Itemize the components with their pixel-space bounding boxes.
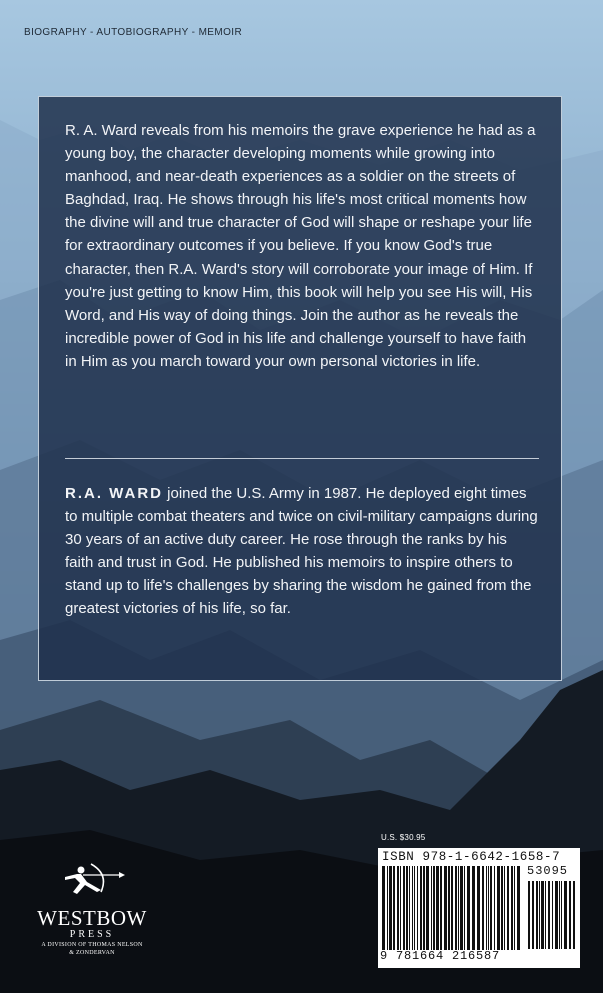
barcode-bar	[387, 866, 388, 950]
barcode-bar	[444, 866, 447, 950]
barcode	[378, 848, 580, 968]
barcode-bar	[423, 866, 425, 950]
barcode-bar	[477, 866, 480, 950]
barcode-bar	[460, 866, 463, 950]
barcode-bar	[420, 866, 422, 950]
barcode-bar	[433, 866, 435, 950]
book-blurb: R. A. Ward reveals from his memoirs the grave experience he had as a young boy, the character developing moments while growing into manhood, and near-death experiences as a soldier on the streets of Baghdad, Iraq. He shows through his life's most critical moments how the divine will and true character of God will shape or reshape your life for extraordinary outcomes if you believe. If you know God's true character, then R.A. Ward's story will corroborate your image of Him. If you're just getting to know Him, this book will help you see His will, His Word, and His way of doing things. Join the author as he reveals the incredible power of God in his life and challenge yourself to have faith in Him as you march toward your own personal victories in life.	[65, 122, 536, 370]
publisher-press: PRESS	[69, 929, 115, 940]
barcode-bar	[504, 866, 505, 950]
barcode-bar	[511, 866, 513, 950]
archer-logo-icon	[57, 860, 127, 900]
addon-code: 53095	[527, 864, 569, 878]
barcode-bar	[417, 866, 418, 950]
author-bio-text: joined the U.S. Army in 1987. He deployed eight times to multiple combat theaters and twice on civil-military campaigns during 30 years of an active duty career. He rose through the ranks by his faith and trust in God. He published his memoirs to inspire others to stand up to life's challenges by sharing the wisdom he gained from the greatest victories of his life, so far.	[65, 485, 538, 618]
barcode-bar	[403, 866, 405, 950]
barcode-bar	[569, 881, 571, 949]
barcode-bar	[393, 866, 395, 950]
price-label: U.S. $30.95	[381, 833, 426, 842]
barcode-bar	[494, 866, 495, 950]
barcode-bar	[451, 866, 453, 950]
barcode-bar	[448, 866, 450, 950]
barcode-bar	[467, 866, 470, 950]
barcode-bar	[573, 881, 575, 949]
barcode-bar	[397, 866, 399, 950]
barcode-bar	[497, 866, 500, 950]
barcode-bar	[517, 866, 520, 950]
panel-divider	[65, 458, 539, 459]
barcode-bar	[440, 866, 442, 950]
barcode-bar	[458, 866, 459, 950]
barcode-bar	[455, 866, 457, 950]
barcode-bar	[528, 881, 530, 949]
publisher-division-1: A DIVISION OF THOMAS NELSON	[41, 942, 143, 948]
author-bio	[65, 482, 539, 621]
barcode-bar	[389, 866, 392, 950]
barcode-bar	[488, 866, 489, 950]
description-panel	[38, 96, 562, 681]
publisher-division-2: & ZONDERVAN	[69, 950, 115, 956]
barcode-number: 9 781664 216587	[380, 949, 501, 963]
barcode-bar	[555, 881, 558, 949]
barcode-bar	[431, 866, 432, 950]
barcode-bar	[436, 866, 439, 950]
barcode-bar	[545, 881, 546, 949]
barcode-bar	[486, 866, 487, 950]
publisher-name: WESTBOW	[37, 906, 147, 930]
isbn-text: ISBN 978-1-6642-1658-7	[382, 850, 561, 864]
barcode-bar	[400, 866, 401, 950]
barcode-bar	[482, 866, 484, 950]
barcode-bar	[472, 866, 475, 950]
barcode-bar	[426, 866, 429, 950]
barcode-bar	[414, 866, 415, 950]
barcode-bar	[412, 866, 413, 950]
barcode-bar	[382, 866, 385, 950]
author-name: R.A. WARD	[65, 485, 163, 502]
barcode-bar	[409, 866, 410, 950]
barcode-bar	[564, 881, 567, 949]
barcode-bar	[539, 881, 540, 949]
barcode-bar	[561, 881, 562, 949]
barcode-bar	[532, 881, 534, 949]
addon-barcode-bars	[528, 881, 576, 951]
barcode-bar	[536, 881, 538, 949]
barcode-bar	[541, 881, 544, 949]
barcode-bar	[490, 866, 492, 950]
genre-label: BIOGRAPHY - AUTOBIOGRAPHY - MEMOIR	[24, 27, 243, 38]
barcode-bar	[501, 866, 503, 950]
publisher-logo	[22, 860, 162, 957]
barcode-bar	[406, 866, 408, 950]
barcode-bar	[464, 866, 465, 950]
ean-barcode-bars	[382, 866, 522, 952]
barcode-bar	[548, 881, 550, 949]
barcode-bar	[559, 881, 560, 949]
barcode-bar	[552, 881, 553, 949]
barcode-bar	[514, 866, 515, 950]
barcode-bar	[507, 866, 509, 950]
